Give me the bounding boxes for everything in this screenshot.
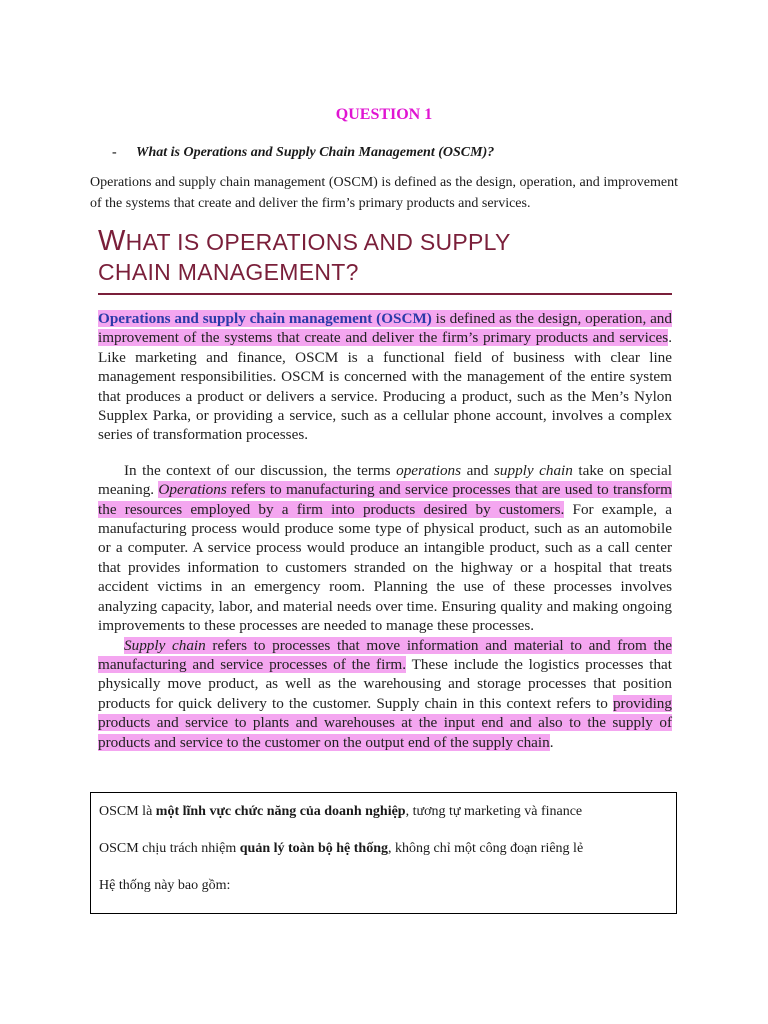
p2-text-a: In the context of our discussion, the terms <box>124 461 397 479</box>
p3-hl-em: Supply chain <box>124 636 206 654</box>
note1-a: OSCM là <box>99 804 156 819</box>
excerpt-paragraph-3 <box>98 636 672 752</box>
note2-a: OSCM chịu trách nhiệm <box>99 841 240 856</box>
question-prompt-line <box>112 145 494 161</box>
p3-hl-text: refers to processes that move information and material to and from the manufacturing and service processes of the firm. <box>98 636 673 673</box>
excerpt-paragraph-1 <box>98 309 672 445</box>
question-title: QUESTION 1 <box>335 106 433 123</box>
p2-hl-em: Operations <box>158 481 227 499</box>
note-line-1 <box>99 802 668 822</box>
intro-paragraph: Operations and supply chain management (OSCM) is defined as the design, operation, and improvement of the systems that create and deliver the firm’s primary products and services. <box>90 175 678 211</box>
heading-line2: CHAIN MANAGEMENT? <box>98 259 359 285</box>
p3-end: . <box>549 733 554 751</box>
note1-bold: một lĩnh vực chức năng của doanh nghiệp <box>155 804 406 819</box>
p3-mid: These include the logistics processes that physically move product, as well as the warehousing and storage processes that position products for quick delivery to the customer. Supply chain in this context refers to <box>98 655 672 712</box>
heading-rule <box>98 293 672 295</box>
highlight-supply-chain-scope: providing products and service to plants and warehouses at the input end and also to the supply of products and service to the customer on the output end of the supply chain <box>98 694 672 751</box>
textbook-excerpt <box>98 226 672 752</box>
paragraph-1-rest: . Like marketing and finance, OSCM is a functional field of business with clear line management responsibilities. OSCM is concerned with the management of the entire system that produces a product or delivers a service. Producing a product, such as the Men’s Nylon Supplex Parka, or providing a service, such as a cellular phone account, involves a complex series of transformation processes. <box>98 329 672 444</box>
excerpt-heading <box>98 226 672 287</box>
oscm-term: Operations and supply chain management (OSCM) <box>98 310 432 327</box>
note2-c: , không chỉ một công đoạn riêng lẻ <box>387 841 584 856</box>
note-line-2 <box>99 839 668 859</box>
bullet-dash: - <box>112 145 117 160</box>
p2-text-c: take on special meaning. <box>98 461 672 499</box>
excerpt-paragraph-2 <box>98 461 672 636</box>
note1-c: , tương tự marketing và finance <box>405 804 583 819</box>
question-prompt: What is Operations and Supply Chain Management (OSCM)? <box>136 145 495 160</box>
notes-box <box>90 792 677 914</box>
heading-cap: W <box>98 225 126 257</box>
highlight-definition: is defined as the design, operation, and improvement of the systems that create and deliver the firm’s primary products and services <box>98 310 672 347</box>
p2-em-operations: operations <box>396 461 462 479</box>
p2-text-b: and <box>461 461 494 479</box>
p2-em-supply-chain: supply chain <box>493 461 573 479</box>
p2-rest: For example, a manufacturing process would produce some type of physical product, such as an automobile or a computer. A service process would produce an intangible product, such as a call center that provides information to customers stranded on the highway or a hospital that treats accident victims in an emergency room. Planning the use of these processes involves analyzing capacity, labor, and material needs over time. Ensuring quality and making ongoing improvements to these processes are needed to manage these processes. <box>98 500 672 635</box>
note-line-3: Hệ thống này bao gồm: <box>99 878 231 893</box>
heading-line1: HAT IS OPERATIONS AND SUPPLY <box>125 229 511 255</box>
p2-hl-text: refers to manufacturing and service processes that are used to transform the resources employed by a firm into products desired by customers. <box>98 481 672 518</box>
note2-bold: quản lý toàn bộ hệ thống <box>239 841 388 856</box>
